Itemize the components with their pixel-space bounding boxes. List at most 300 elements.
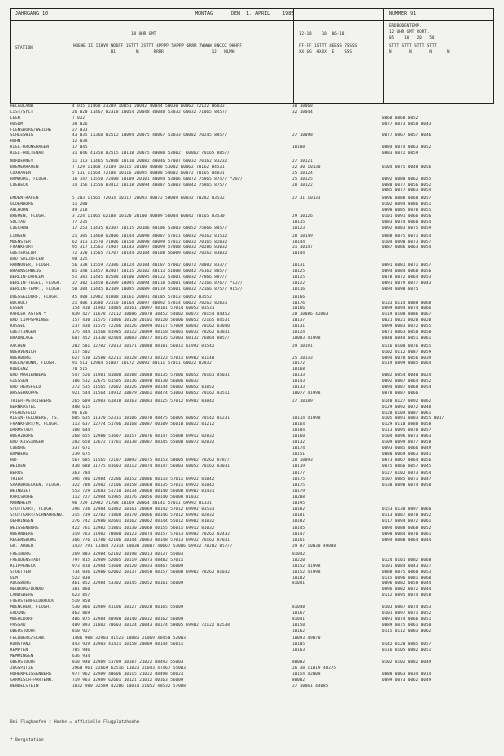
soil-temperatures: 0101 0097 0071 0052 bbox=[382, 610, 432, 616]
synop-values: 12 038 bbox=[72, 139, 88, 145]
station-name: KOBLENZ bbox=[10, 367, 29, 373]
station-name: HOHN bbox=[10, 139, 21, 145]
station-name: BERLIN-TEMP., FLUGH. bbox=[10, 286, 62, 292]
soil-temp-time: 12 UHR GMT VORT. bbox=[389, 29, 430, 34]
synop-values: 108 644 bbox=[72, 428, 91, 434]
station-name: BAD HERSFELD bbox=[10, 384, 42, 390]
period-values: 81048 bbox=[292, 605, 305, 611]
soil-temperatures: 0085 0077 0063 0054 bbox=[382, 188, 432, 194]
station-name: HOHENPEISSENBERG bbox=[10, 671, 52, 677]
soil-temperatures: 0140 0127 0092 0062 bbox=[382, 398, 432, 404]
synop-codes: HOEHE II IIHVV NDDFF 1STTT 2STTT 4PPPP 5APPP 6RRR 7WWWW 8NCCC 9HHFF bbox=[73, 43, 242, 48]
station-group bbox=[10, 399, 494, 470]
soil-temperatures: 0105 0091 0083 0055 0017 bbox=[382, 416, 445, 422]
period-values: 22 30 10130 bbox=[292, 164, 321, 170]
period-values: 10151 bbox=[292, 451, 305, 457]
station-name: KASSEL bbox=[10, 324, 26, 330]
period-values: 80002 bbox=[292, 660, 305, 666]
synop-values: 363 704 bbox=[72, 471, 91, 477]
period-values: 27 10098 bbox=[292, 133, 313, 139]
soil-temperatures: 0091 0079 0077 0043 bbox=[382, 280, 432, 286]
period-values: 10162 bbox=[292, 628, 305, 634]
synop-values: 26 020 11467 82318 10054 20048 40048 53032 60032 71065 8457/ bbox=[72, 109, 228, 115]
period-values: 10161 bbox=[292, 538, 305, 544]
station-name: KAHLER ASTEN * bbox=[10, 312, 47, 318]
synop-values: 810 940 32989 51709 10107 21022 48492 55003 bbox=[72, 660, 184, 666]
soil-temperatures: 0090 0084 0070 0061 bbox=[382, 532, 432, 538]
period-values: 10137 bbox=[292, 318, 305, 324]
station-name: DUESSELDORF, FLUGH. bbox=[10, 294, 60, 300]
synop-values: 31 046 41358 82515 10110 20075 40080 53002 60062 70165 885// bbox=[72, 151, 230, 157]
synop-values: 547 526 11981 81808 10108 20088 40135 57006 60052 70161 85031 bbox=[72, 373, 230, 379]
period-values: 27 31 10133 bbox=[292, 196, 321, 202]
synop-values: 319 763 11982 70000 10123 20074 40157 57013 69982 70262 82432 bbox=[72, 532, 230, 538]
soil-temperatures: 0113 0087 0070 0052 bbox=[382, 512, 432, 518]
table-row bbox=[10, 544, 494, 550]
period-values: 10168 bbox=[292, 367, 305, 373]
header-divider-right bbox=[383, 9, 384, 103]
synop-values: 14 156 11556 83412 10118 20094 40087 53003 60042 75865 875// bbox=[72, 182, 228, 188]
station-name: BREMEN, FLUGH. bbox=[10, 214, 47, 220]
synop-values: 96 729 12982 71708 10169 20064 40141 57011 69992 81331 bbox=[72, 500, 212, 506]
synop-values: 175 444 11568 81905 10122 20099 40118 56001 60032 70262 83031 bbox=[72, 329, 230, 335]
soil-temperatures: 0129 0110 0088 0058 bbox=[382, 422, 432, 428]
soil-temperatures: 0116 0105 0082 0051 bbox=[382, 648, 432, 654]
station-name: AHLHORN bbox=[10, 208, 29, 214]
station-name: FRANKFURT bbox=[10, 245, 34, 251]
synop-values: 322 708 12982 72106 10158 20068 40135 57011 69922 81042 bbox=[72, 483, 215, 489]
period-values: 10143 bbox=[292, 379, 305, 385]
soil-temperatures: 0104 0090 0073 0057 bbox=[382, 239, 432, 245]
station-group bbox=[10, 159, 494, 194]
soil-temperatures: 0142 0120 0085 0057 bbox=[382, 642, 432, 648]
table-row bbox=[10, 151, 494, 157]
footnote-mountain-station: * Bergstation bbox=[10, 738, 44, 743]
station-name: BAD KISSINGEN bbox=[10, 439, 44, 445]
station-name: WEISSENBURG bbox=[10, 526, 39, 532]
synop-values: 797 815 32989 52005 10119 20073 48482 57011 bbox=[72, 557, 184, 563]
table-row bbox=[10, 336, 494, 342]
synop-values: 17 045 bbox=[72, 145, 88, 151]
period-values: 10185 bbox=[292, 642, 305, 648]
synop-values: 636 934 bbox=[72, 654, 91, 660]
soil-temperatures: 0073 0067 0064 0056 bbox=[382, 457, 432, 463]
table-row bbox=[10, 684, 494, 690]
period-values: 27 10189 bbox=[292, 398, 313, 404]
synop-values: 519 858 bbox=[72, 599, 91, 605]
station-name: NUERBURG bbox=[10, 355, 31, 361]
period-values: 10182 bbox=[292, 518, 305, 524]
period-values: 10160 bbox=[292, 434, 305, 440]
period-values: 10208 bbox=[292, 495, 305, 500]
synop-values: 973 818 32984 51608 10120 20033 48467 56009 bbox=[72, 563, 184, 569]
synop-values: 315 739 12782 71808 10170 20066 40146 57012 69992 82032 bbox=[72, 512, 215, 518]
station-name: LEEK bbox=[10, 115, 21, 121]
period-values: 10195 bbox=[292, 500, 305, 506]
soil-temperatures: 0087 0086 0063 0054 bbox=[382, 245, 432, 251]
synop-values: 239 675 bbox=[72, 451, 91, 457]
synop-values: 5 131 11564 72108 10116 20095 40080 54002 60072 70165 84831 bbox=[72, 170, 225, 176]
soil-temperatures: 0094 0090 0075 bbox=[382, 286, 419, 292]
synop-values: 7 129 11460 72109 10115 20100 40080 51002 60062 70162 84531 bbox=[72, 164, 225, 170]
synop-values: 607 452 11330 82404 10083 20077 40135 52003 60132 76064 885// bbox=[72, 335, 230, 341]
station-name: NORDERNEY bbox=[10, 159, 34, 165]
station-name: STOETTEN bbox=[10, 569, 31, 575]
synop-values: 186 532 12675 61505 10136 20098 40130 56006 60032 bbox=[72, 379, 199, 385]
synop-values: 443 929 32983 41421 10158 20009 48144 56011 bbox=[72, 642, 184, 648]
station-name: KIEL-HOLTENAU bbox=[10, 151, 44, 157]
period-values: 29 87 10030 49088 bbox=[292, 544, 336, 550]
soil-temperatures: 0103 0087 0074 0053 bbox=[382, 605, 432, 611]
station-name: MUENSTER bbox=[10, 239, 31, 245]
period-values: 25 10133 bbox=[292, 355, 313, 361]
synop-values: 268 655 12980 51607 10157 20076 40147 55008 69912 82032 bbox=[72, 434, 215, 440]
synop-values: 422 761 12982 51801 10130 20068 40155 56011 69912 81032 bbox=[72, 526, 215, 532]
synop-values: 38 026 bbox=[72, 121, 88, 127]
synop-values: 77 235 bbox=[72, 219, 88, 225]
soil-temperatures: 0083 0074 0060 0054 bbox=[382, 219, 432, 225]
synop-values: 1832 980 32589 42206 10014 21052 48532 57008 bbox=[72, 683, 186, 689]
soil-temperatures: 0094 0088 0068 0052 bbox=[382, 526, 432, 532]
period-values: 10147 bbox=[292, 532, 305, 538]
station-name: AUGSBURG bbox=[10, 581, 31, 587]
station-table bbox=[10, 104, 494, 692]
synop-values: 567 685 11565 72107 10092 20075 40153 58005 69962 70262 878// bbox=[72, 457, 230, 463]
station-name: ULM bbox=[10, 575, 18, 581]
synop-codes-line2: B1 N RRRR 12 NLMH bbox=[73, 49, 235, 54]
station-name: BAD LIPPSPRINGE bbox=[10, 318, 49, 324]
soil-temperatures: 0101 0084 0043 0027 bbox=[382, 563, 432, 569]
synop-values: 627 510 12580 42211 10128 20073 40123 57011 69902 81148 bbox=[72, 355, 215, 361]
period-values: 28 10086 42003 bbox=[292, 312, 329, 318]
station-name: HUSUM bbox=[10, 121, 23, 127]
synop-values: 734 836 12980 62002 10137 20050 40157 56008 69902 70262 81032 bbox=[72, 569, 230, 575]
station-name: WENDELSTEIN bbox=[10, 683, 39, 689]
station-column-label: STATION bbox=[15, 45, 33, 50]
period-values: 10108 bbox=[292, 145, 305, 151]
synop-values: 396 738 12984 61802 10161 20069 40142 57012 69992 83533 bbox=[72, 506, 215, 512]
synop-values: 117 502 bbox=[72, 349, 91, 355]
station-name: REGENSBURG bbox=[10, 538, 36, 544]
synop-values: 623 857 bbox=[72, 593, 91, 599]
station-name: KARLSRUHE bbox=[10, 495, 34, 500]
soil-temperatures: 0115 0096 0081 0060 bbox=[382, 575, 432, 581]
synop-values: 11 200 bbox=[72, 202, 88, 208]
synop-values: 438 688 11775 81603 10112 20074 40147 56003 60052 70162 83031 bbox=[72, 463, 230, 469]
station-name: FELDBERG/SCHW. bbox=[10, 636, 47, 642]
synop-values: 461 852 32984 53302 10145 20052 40161 56009 bbox=[72, 581, 184, 587]
soil-temperatures: 0129 0092 0072 0048 bbox=[382, 404, 432, 410]
soil-temperatures: 0099 0083 0072 0055 bbox=[382, 324, 432, 330]
footnote-airport-height: Bei Flughaefen : Hoehe = offizielle Flugplatzhoehe bbox=[10, 720, 140, 725]
soil-temperatures: 0077 0067 0057 0046 bbox=[382, 133, 432, 139]
station-group bbox=[10, 196, 494, 231]
station-group bbox=[10, 636, 494, 689]
soil-temperatures: 0096 0088 0068 0057 bbox=[382, 196, 432, 202]
station-name: TRIER-PETRISBERG bbox=[10, 398, 52, 404]
station-name: GOETTINGEN bbox=[10, 329, 36, 335]
station-name: NUERNBERG bbox=[10, 532, 34, 538]
table-row bbox=[10, 519, 494, 525]
period-values: 10152 41998 bbox=[292, 563, 321, 569]
table-row bbox=[10, 629, 494, 635]
station-name: BERLIN-TEGEL, FLUGH. bbox=[10, 280, 62, 286]
soil-temperatures: 0088 0063 0034 0014 bbox=[382, 671, 432, 677]
synop-values: 1437 791 11484 72314 10030 20007 40667 53006 69932 70282 857// bbox=[72, 544, 233, 550]
period-values: 10166 bbox=[292, 294, 305, 300]
synop-values: 45 400 12982 41808 10161 20091 40105 57013 60052 83552 bbox=[72, 294, 212, 300]
period-values: 10174 bbox=[292, 445, 305, 451]
station-name: OBERSTDORF bbox=[10, 660, 36, 666]
synop-values: 1486 908 32983 41523 10081 21069 48450 52003 bbox=[72, 636, 186, 642]
synop-values: 112 727 12984 61905 10176 20056 40140 56008 81032 bbox=[72, 495, 199, 500]
volume-label: JAHRGANG 10 bbox=[15, 11, 49, 17]
soil-temperatures: 0096 0082 0058 0044 bbox=[382, 581, 432, 587]
period-values: 81041 bbox=[292, 581, 305, 587]
synop-values: 810 927 bbox=[72, 628, 91, 634]
period-values: 10131 bbox=[292, 324, 305, 330]
station-name: KLIPPENECK bbox=[10, 563, 36, 569]
header-divider-mid bbox=[293, 9, 294, 103]
soil-temperatures: 0077 0073 0058 0043 bbox=[382, 121, 432, 127]
soil-temperatures: 0104 0075 0048 0056 bbox=[382, 164, 432, 170]
soil-temperatures: 0094 0087 0068 0054 bbox=[382, 384, 432, 390]
period-values: 30 10068 bbox=[292, 104, 313, 109]
soil-temperatures: 0094 0080 0064 0044 bbox=[382, 538, 432, 544]
soil-temperatures: 0078 0072 0064 0053 bbox=[382, 274, 432, 280]
soil-temperatures: 0127 0102 0073 0054 bbox=[382, 471, 432, 477]
period-values: 10145 bbox=[292, 526, 305, 532]
station-name: HOF bbox=[10, 457, 18, 463]
period-values: 29 10126 bbox=[292, 214, 313, 220]
station-name: BREMERHAVEN bbox=[10, 164, 39, 170]
station-name: LIST/SYLT bbox=[10, 109, 34, 115]
synop-values: 237 438 11575 72206 10126 20099 40117 57009 60042 70162 83040 bbox=[72, 324, 230, 330]
period-values: 10167 bbox=[292, 610, 305, 616]
synop-values: 265 609 12983 61810 10163 20083 40125 57012 69982 83042 bbox=[72, 398, 215, 404]
station-name: DARMSTADT bbox=[10, 428, 34, 434]
station-name: BERLIN-DAHLEM bbox=[10, 274, 44, 280]
synop-values: 50 384 11445 82109 10095 20089 40119 55001 60032 72166 875// 915// bbox=[72, 286, 243, 292]
station-name: SAARBRUECKEN, FLUGH. bbox=[10, 483, 62, 489]
station-name: KIEL-KRONSHAGEN bbox=[10, 145, 49, 151]
period-values: 10119 bbox=[292, 463, 305, 469]
synop-values: 16 147 11550 72408 10109 20101 40094 53006 60072 75865 875// *20// bbox=[72, 176, 243, 182]
period-values: 10116 bbox=[292, 286, 305, 292]
station-name: BAD MARIENBERG bbox=[10, 373, 47, 379]
period-values: 10093 49070 bbox=[292, 636, 321, 642]
synop-values: 154 410 11982 14805 10161 20097 40101 57014 60052 83531 bbox=[72, 306, 215, 312]
synop-values: 4 015 11468 23209 10051 20042 40044 50030 60062 72122 86832 bbox=[72, 104, 225, 109]
synop-values: 276 742 12980 82601 10162 20062 40144 55012 69902 81032 bbox=[72, 518, 215, 524]
period-values: 25 10124 bbox=[292, 170, 313, 176]
synop-values: 381 860 bbox=[72, 587, 91, 593]
period-values: 80002 bbox=[292, 677, 305, 683]
station-name: HELGOLAND bbox=[10, 104, 34, 109]
period-values: 10150 bbox=[292, 622, 305, 628]
synop-values: 11 113 11465 52008 10110 20082 40046 57007 60032 70162 83232 bbox=[72, 159, 228, 165]
soil-temperatures: 0088 0075 0060 0053 bbox=[382, 569, 432, 575]
synop-values: 553 729 12683 51710 10134 20068 40140 56008 69902 81431 bbox=[72, 489, 215, 495]
synop-values: 337 671 bbox=[72, 445, 91, 451]
period-values: 28 10149 bbox=[292, 233, 313, 239]
station-name: WASSERKUPPE bbox=[10, 390, 39, 396]
station-group bbox=[10, 552, 494, 634]
station-name: PASSAU bbox=[10, 622, 26, 628]
synop-values: 96 626 bbox=[72, 410, 88, 416]
soil-temperatures: 0083 0072 0059 bbox=[382, 151, 419, 157]
synop-values: 202 501 12782 72013 10171 20080 40101 56011 61992 81542 bbox=[72, 343, 215, 349]
synop-values: 51 381 11445 82508 10100 20095 40122 53001 60032 77066 887// bbox=[72, 274, 228, 280]
synop-values: 17 253 11435 82307 10115 20106 40106 53003 60052 75866 885// bbox=[72, 225, 228, 231]
station-name: BERNKASTEL bbox=[10, 404, 36, 410]
soil-temperatures: 0117 0094 0072 0061 bbox=[382, 518, 432, 524]
date-label: DEN 1. APRIL 1985 bbox=[231, 11, 295, 17]
station-name: GIESSEN bbox=[10, 379, 29, 385]
soil-temperatures: 0094 0084 0068 0056 bbox=[382, 269, 432, 275]
soil-temperatures: 0096 0082 0072 0044 bbox=[382, 587, 432, 593]
synop-values: 805 635 11370 52311 10106 20078 48475 56005 60052 70142 81231 bbox=[72, 416, 230, 422]
synop-values: 7 022 bbox=[72, 115, 85, 121]
station-group bbox=[10, 234, 494, 293]
period-values: 10175 bbox=[292, 477, 305, 483]
table-row bbox=[10, 391, 494, 397]
soil-codes-line2: N N N N bbox=[389, 49, 450, 54]
synop-values: 72 320 11565 71707 10144 20104 40108 56009 60032 70262 83032 bbox=[72, 251, 228, 257]
period-values: 10144 bbox=[292, 239, 305, 245]
station-name: KONSTANZ bbox=[10, 642, 31, 648]
period-values: 10177 bbox=[292, 471, 305, 477]
period-values: 10133 bbox=[292, 373, 305, 379]
soil-temperatures: 0068 0068 0052 bbox=[382, 115, 419, 121]
station-name: BAD SALZUFLEN bbox=[10, 257, 44, 263]
station-name: AACHEN bbox=[10, 343, 26, 349]
synop-values: 839 427 11678 72112 10086 20078 38452 54002 60072 70154 84452 bbox=[72, 312, 230, 318]
station-name: NEUBURG/DONAU bbox=[10, 587, 44, 593]
station-name: CUXHAVEN bbox=[10, 170, 31, 176]
station-name: WEIDEN bbox=[10, 463, 26, 469]
soil-temperatures: 0119 0099 0085 0064 bbox=[382, 361, 432, 367]
synop-values: 282 658 12672 71701 10138 20087 40145 55008 60072 82032 bbox=[72, 439, 215, 445]
station-name: OEHRINGEN bbox=[10, 518, 34, 524]
station-name: KEMPTEN bbox=[10, 648, 29, 654]
station-group bbox=[10, 104, 494, 157]
synop-values: 21 305 11468 62006 10144 20098 40087 57011 60032 70162 81532 bbox=[72, 233, 228, 239]
station-name: BRAUNLAGE bbox=[10, 335, 34, 341]
period-values: 10182 bbox=[292, 506, 305, 512]
station-name: FRANKFURT/M, FLUGH. bbox=[10, 422, 60, 428]
soil-temperatures: 0098 0085 0070 0055 bbox=[382, 208, 432, 214]
synop-values: 49 218 bbox=[72, 208, 88, 214]
table-row bbox=[10, 464, 494, 470]
synop-values: 977 962 32989 40606 10115 21022 48498 58023 bbox=[72, 671, 184, 677]
soil-temperatures: 0092 0083 0075 0059 bbox=[382, 225, 432, 231]
station-name: ERDING bbox=[10, 610, 26, 616]
soil-temperatures: 0080 0077 0056 0052 bbox=[382, 182, 432, 188]
synop-values: 462 869 bbox=[72, 610, 91, 616]
synop-values: 62 313 11570 71806 10150 20098 40099 57012 60032 70165 82032 bbox=[72, 239, 228, 245]
soil-temperatures: 0099 0094 0074 0066 bbox=[382, 306, 432, 312]
period-values: 10133 bbox=[292, 384, 305, 390]
soil-temperatures: 0124 0101 0082 0068 bbox=[382, 557, 432, 563]
period-values: 29 10191 bbox=[292, 343, 313, 349]
period-values: 10152 41998 bbox=[292, 569, 321, 575]
station-name: SOLTAU bbox=[10, 219, 26, 225]
synop-values: 21 406 11680 72110 10164 20097 40092 57014 60022 70262 82031 bbox=[72, 300, 228, 306]
period-values: 10184 bbox=[292, 428, 305, 434]
station-name: BRAUNSCHWEIG bbox=[10, 269, 42, 275]
period-values: 10220 bbox=[292, 557, 305, 563]
soil-temperatures: 0088 0075 0071 0054 bbox=[382, 233, 432, 239]
period-values: 10179 bbox=[292, 489, 305, 495]
soil-temperatures: 0092 0087 0064 0052 bbox=[382, 379, 432, 385]
period-values: 10122 bbox=[292, 280, 305, 286]
station-name: ESSEN bbox=[10, 306, 23, 312]
station-name: WEINBIET bbox=[10, 489, 31, 495]
soil-temperatures: 0138 0090 0074 0050 bbox=[382, 483, 432, 489]
soil-temperatures: 0153 0130 0097 0066 bbox=[382, 506, 432, 512]
synop-values: 366 776 11780 42106 10144 20063 40148 57013 69932 70162 87031 bbox=[72, 538, 230, 544]
soil-temperatures: 0102 0112 0087 0059 bbox=[382, 349, 432, 355]
soil-temperatures: 0099 0073 0062 0049 bbox=[382, 677, 432, 683]
synop-values: 3 224 11465 62108 10120 20100 40089 56004 60042 70165 83530 bbox=[72, 214, 225, 220]
soil-temperatures: 0109 0099 0077 0058 bbox=[382, 439, 432, 445]
soil-temperatures: 0112 0095 0074 0058 bbox=[382, 593, 432, 599]
period-values: 10164 bbox=[292, 422, 305, 428]
station-name: GR. ARBER bbox=[10, 544, 34, 550]
synop-values: 921 544 11564 14912 10079 20061 40474 53003 60052 70162 83511 bbox=[72, 390, 230, 396]
synop-values: 37 382 11450 82309 10095 20094 40118 53001 60042 72166 876// *12// bbox=[72, 280, 243, 286]
soil-temperatures: 0093 0085 0066 0049 bbox=[382, 445, 432, 451]
station-name: KLEIN-FELDBERG, TS. bbox=[10, 416, 60, 422]
station-group bbox=[10, 526, 494, 550]
synop-values: 43 035 11360 82512 10094 20075 40067 53033 60082 70245 885// bbox=[72, 133, 228, 139]
period-values: 10125 bbox=[292, 269, 305, 275]
synop-values: 406 875 32984 40908 10140 20032 40162 56009 bbox=[72, 616, 184, 622]
station-name: TRIER bbox=[10, 477, 23, 483]
station-name: LUEBECK bbox=[10, 182, 29, 188]
soil-temperatures: 0091 0074 0066 0051 bbox=[382, 616, 432, 622]
soil-temperatures: 0040 0044 0051 0061 bbox=[382, 335, 432, 341]
station-name: LINGEN bbox=[10, 233, 26, 239]
period-codes-line2: XX GG HXXX E SSS bbox=[299, 49, 352, 54]
period-caption: 12-18 18 06-18 bbox=[299, 31, 345, 36]
period-values: 10182 bbox=[292, 575, 305, 581]
station-name: ZUGSPITZE bbox=[10, 665, 34, 671]
synop-values: 70 515 bbox=[72, 367, 88, 373]
station-name: HAMBURG, FLUGH. bbox=[10, 176, 49, 182]
period-values: 10166 bbox=[292, 306, 305, 312]
period-values: 10077 41998 bbox=[292, 390, 321, 396]
table-row bbox=[10, 226, 494, 232]
station-name: FREIBURG bbox=[10, 552, 31, 558]
soil-temperatures: 0078 0087 0066 bbox=[382, 390, 419, 396]
synop-values: 522 838 bbox=[72, 575, 91, 581]
station-name: OBERSTDORF bbox=[10, 628, 36, 634]
period-values: 10124 bbox=[292, 329, 305, 335]
period-values: 10132 bbox=[292, 439, 305, 445]
station-name: NOERVENICH bbox=[10, 349, 36, 355]
synop-values: 95 317 11563 71907 10143 20097 40099 57008 60032 70286 83032 bbox=[72, 245, 228, 251]
footnotes bbox=[10, 708, 139, 756]
station-name: PFERDSFELD bbox=[10, 410, 36, 416]
soil-codes: STTT STTT STTT STTT bbox=[389, 43, 437, 48]
station-name: SCHLESWIG bbox=[10, 133, 34, 139]
soil-temperatures: 0084 0074 0063 0052 bbox=[382, 145, 432, 151]
station-group bbox=[10, 295, 494, 342]
station-name: FUERSTENFELDBRUCK bbox=[10, 599, 54, 605]
period-values: 10154 42008 bbox=[292, 671, 321, 677]
